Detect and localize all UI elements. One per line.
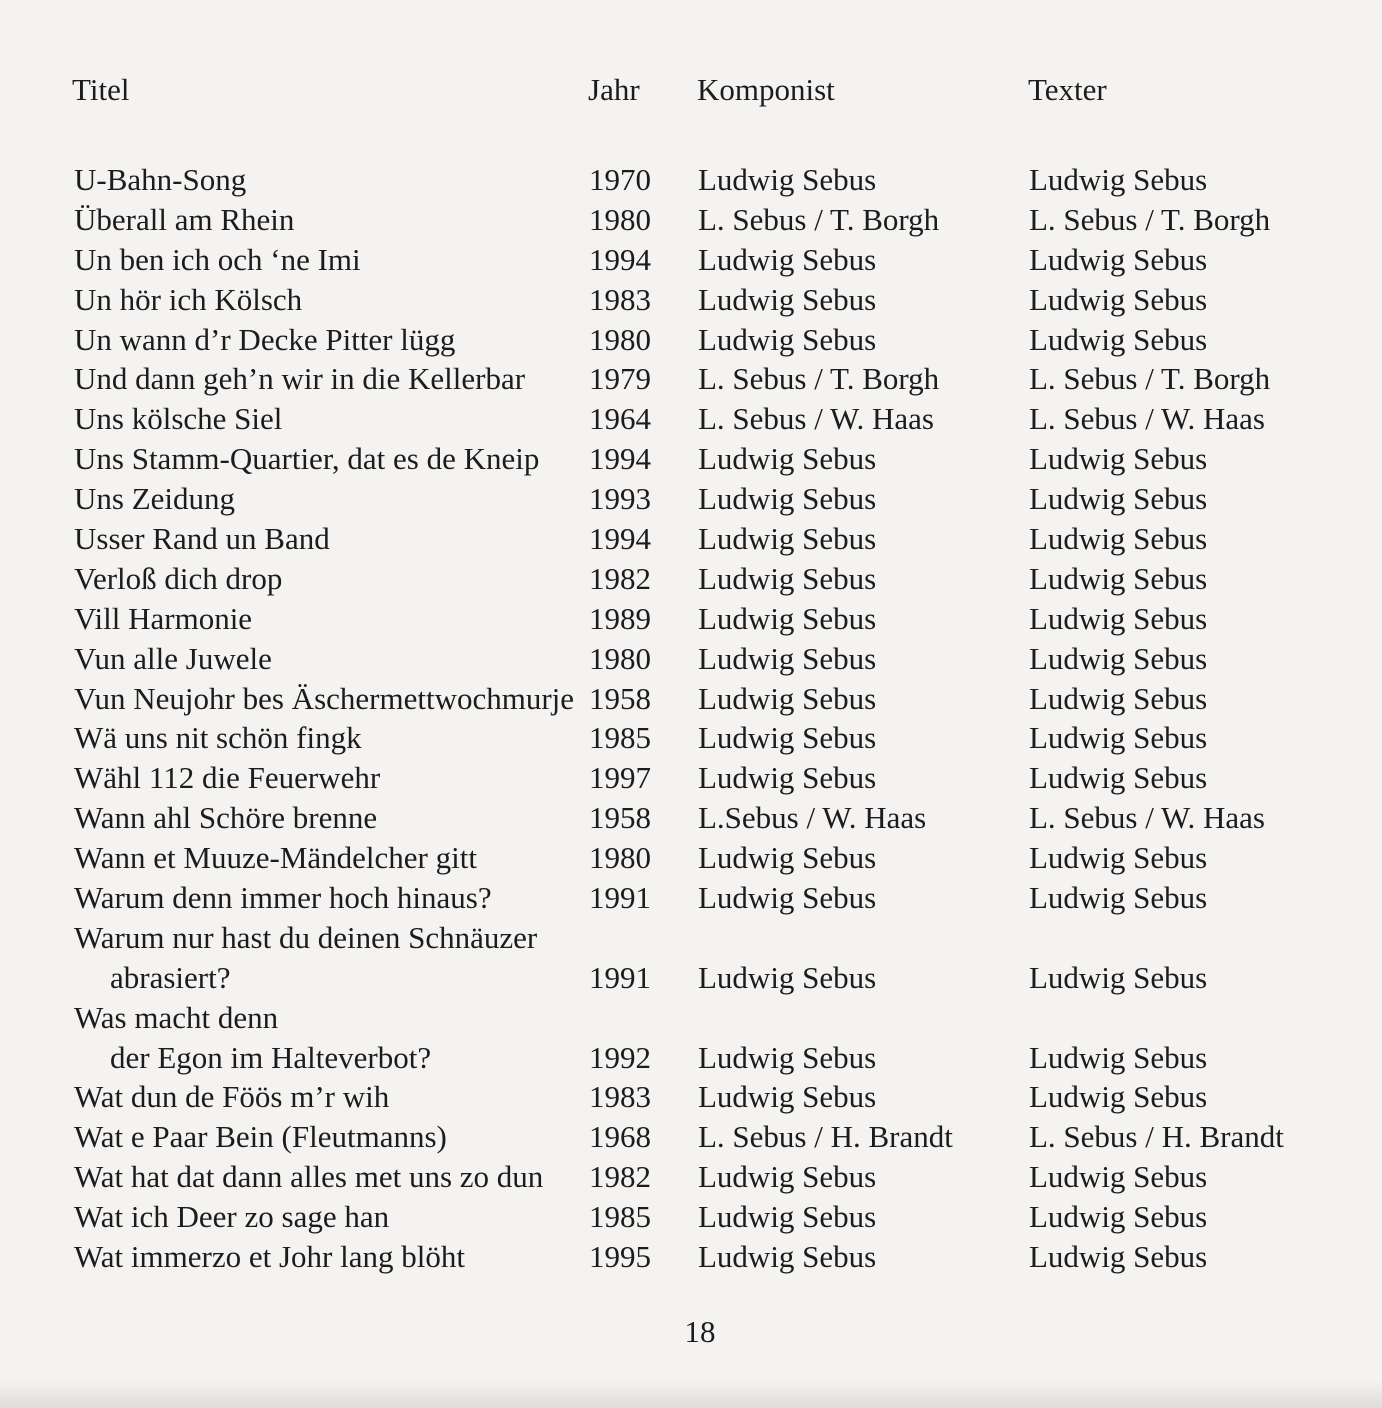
song-lyricist: Ludwig Sebus xyxy=(1029,560,1208,596)
table-row xyxy=(0,200,1382,240)
table-row xyxy=(0,718,1382,758)
song-lyricist: Ludwig Sebus xyxy=(1029,321,1208,357)
table-row xyxy=(0,599,1382,639)
page-edge-shadow xyxy=(0,1380,1382,1408)
song-year: 1980 xyxy=(589,201,651,237)
song-year: 1980 xyxy=(589,840,651,876)
song-lyricist: Ludwig Sebus xyxy=(1029,840,1208,876)
header-year: Jahr xyxy=(588,72,640,107)
song-lyricist: Ludwig Sebus xyxy=(1029,441,1208,477)
header-composer: Komponist xyxy=(697,72,835,107)
song-composer: Ludwig Sebus xyxy=(698,1039,877,1075)
song-title: Wann ahl Schöre brenne xyxy=(74,800,378,836)
song-lyricist: L. Sebus / T. Borgh xyxy=(1029,361,1271,397)
song-lyricist: Ludwig Sebus xyxy=(1029,1079,1208,1115)
song-title: Warum denn immer hoch hinaus? xyxy=(74,880,492,916)
song-year: 1997 xyxy=(589,760,651,796)
table-row xyxy=(0,1197,1382,1237)
song-lyricist: Ludwig Sebus xyxy=(1029,959,1208,995)
song-year: 1970 xyxy=(589,162,651,197)
song-title: der Egon im Halteverbot? xyxy=(110,1039,432,1075)
song-composer: L. Sebus / H. Brandt xyxy=(698,1119,953,1155)
song-title: Verloß dich drop xyxy=(74,560,283,596)
table-row xyxy=(0,1077,1382,1117)
song-composer: Ludwig Sebus xyxy=(698,1199,877,1235)
song-year: 1982 xyxy=(589,1159,651,1195)
song-composer: Ludwig Sebus xyxy=(698,760,877,796)
page-number: 18 xyxy=(684,1314,716,1349)
song-title: Wä uns nit schön fingk xyxy=(74,720,362,756)
song-title: Warum nur hast du deinen Schnäuzer xyxy=(74,919,538,955)
song-title: Uns kölsche Siel xyxy=(74,401,283,437)
table-row xyxy=(0,359,1382,399)
song-title: Vill Harmonie xyxy=(74,600,253,636)
song-lyricist: Ludwig Sebus xyxy=(1029,640,1208,676)
table-row xyxy=(0,918,1382,958)
song-lyricist: Ludwig Sebus xyxy=(1029,1159,1208,1195)
song-year: 1982 xyxy=(589,560,651,596)
header-title: Titel xyxy=(72,72,130,107)
table-row xyxy=(0,439,1382,479)
table-row xyxy=(0,639,1382,679)
song-year: 1968 xyxy=(589,1119,651,1155)
song-composer: Ludwig Sebus xyxy=(698,481,877,517)
song-composer: Ludwig Sebus xyxy=(698,1159,877,1195)
song-title: Un wann d’r Decke Pitter lügg xyxy=(74,321,456,357)
song-lyricist: Ludwig Sebus xyxy=(1029,1239,1208,1275)
table-row xyxy=(0,798,1382,838)
song-composer: Ludwig Sebus xyxy=(698,600,877,636)
song-lyricist: Ludwig Sebus xyxy=(1029,241,1208,277)
song-year: 1992 xyxy=(589,1039,651,1075)
song-lyricist: Ludwig Sebus xyxy=(1029,720,1208,756)
song-year: 1989 xyxy=(589,600,651,636)
song-year: 1991 xyxy=(589,880,651,916)
song-lyricist: Ludwig Sebus xyxy=(1029,481,1208,517)
song-composer: Ludwig Sebus xyxy=(698,521,877,557)
song-composer: Ludwig Sebus xyxy=(698,640,877,676)
table-row xyxy=(0,958,1382,998)
song-composer: Ludwig Sebus xyxy=(698,840,877,876)
song-composer: Ludwig Sebus xyxy=(698,560,877,596)
song-composer: Ludwig Sebus xyxy=(698,281,877,317)
song-title: Vun alle Juwele xyxy=(74,640,272,676)
song-title: Uns Zeidung xyxy=(74,481,236,517)
song-title: Wat immerzo et Johr lang blöht xyxy=(74,1239,465,1275)
song-lyricist: L. Sebus / T. Borgh xyxy=(1029,201,1271,237)
song-title: Wat hat dat dann alles met uns zo dun xyxy=(74,1159,544,1195)
song-year: 1964 xyxy=(589,401,651,437)
song-lyricist: Ludwig Sebus xyxy=(1029,880,1208,916)
song-year: 1983 xyxy=(589,1079,651,1115)
table-row xyxy=(0,160,1382,200)
song-composer: Ludwig Sebus xyxy=(698,241,877,277)
song-title: Wat e Paar Bein (Fleutmanns) xyxy=(74,1119,447,1155)
table-row xyxy=(0,1237,1382,1277)
song-table xyxy=(0,160,1382,1277)
song-title: abrasiert? xyxy=(110,959,231,995)
table-row xyxy=(0,758,1382,798)
song-title: Un hör ich Kölsch xyxy=(74,281,303,317)
table-row xyxy=(0,519,1382,559)
song-lyricist: L. Sebus / H. Brandt xyxy=(1029,1119,1284,1155)
song-year: 1985 xyxy=(589,1199,651,1235)
table-row xyxy=(0,998,1382,1038)
table-row xyxy=(0,399,1382,439)
song-title: Wat dun de Föös m’r wih xyxy=(74,1079,390,1115)
song-composer: Ludwig Sebus xyxy=(698,321,877,357)
song-composer: Ludwig Sebus xyxy=(698,441,877,477)
song-lyricist: L. Sebus / W. Haas xyxy=(1029,401,1265,437)
song-title: Uns Stamm-Quartier, dat es de Kneip xyxy=(74,441,540,477)
song-year: 1980 xyxy=(589,640,651,676)
song-title: Usser Rand un Band xyxy=(74,521,330,557)
song-lyricist: Ludwig Sebus xyxy=(1029,521,1208,557)
song-lyricist: Ludwig Sebus xyxy=(1029,162,1208,197)
song-composer: Ludwig Sebus xyxy=(698,959,877,995)
song-title: Un ben ich och ‘ne Imi xyxy=(74,241,361,277)
song-title: Und dann geh’n wir in die Kellerbar xyxy=(74,361,526,397)
song-title: Wähl 112 die Feuerwehr xyxy=(74,760,381,796)
header-lyricist: Texter xyxy=(1028,72,1107,107)
song-year: 1980 xyxy=(589,321,651,357)
song-year: 1994 xyxy=(589,441,651,477)
song-composer: L. Sebus / T. Borgh xyxy=(698,201,940,237)
song-lyricist: Ludwig Sebus xyxy=(1029,281,1208,317)
song-year: 1994 xyxy=(589,241,651,277)
table-row xyxy=(0,1157,1382,1197)
song-lyricist: Ludwig Sebus xyxy=(1029,1199,1208,1235)
song-year: 1995 xyxy=(589,1239,651,1275)
table-row xyxy=(0,280,1382,320)
song-title: Wat ich Deer zo sage han xyxy=(74,1199,390,1235)
song-title: Vun Neujohr bes Äschermettwochmurje xyxy=(74,680,575,716)
table-row xyxy=(0,878,1382,918)
song-year: 1993 xyxy=(589,481,651,517)
song-composer: Ludwig Sebus xyxy=(698,1239,877,1275)
song-year: 1994 xyxy=(589,521,651,557)
song-year: 1983 xyxy=(589,281,651,317)
table-row xyxy=(0,679,1382,719)
song-year: 1985 xyxy=(589,720,651,756)
song-title: Wann et Muuze-Mändelcher gitt xyxy=(74,840,477,876)
song-composer: Ludwig Sebus xyxy=(698,1079,877,1115)
song-lyricist: L. Sebus / W. Haas xyxy=(1029,800,1265,836)
table-row xyxy=(0,559,1382,599)
song-composer: L.Sebus / W. Haas xyxy=(698,800,927,836)
table-row xyxy=(0,1038,1382,1078)
song-year: 1958 xyxy=(589,800,651,836)
song-composer: Ludwig Sebus xyxy=(698,720,877,756)
table-row xyxy=(0,838,1382,878)
song-composer: Ludwig Sebus xyxy=(698,162,877,197)
song-composer: L. Sebus / T. Borgh xyxy=(698,361,940,397)
table-row xyxy=(0,1117,1382,1157)
table-row xyxy=(0,320,1382,360)
song-year: 1958 xyxy=(589,680,651,716)
table-header xyxy=(0,72,1382,112)
song-lyricist: Ludwig Sebus xyxy=(1029,760,1208,796)
song-year: 1979 xyxy=(589,361,651,397)
song-title: Was macht denn xyxy=(74,999,279,1035)
song-composer: L. Sebus / W. Haas xyxy=(698,401,934,437)
song-lyricist: Ludwig Sebus xyxy=(1029,1039,1208,1075)
song-year: 1991 xyxy=(589,959,651,995)
song-title: Überall am Rhein xyxy=(74,201,295,237)
song-composer: Ludwig Sebus xyxy=(698,680,877,716)
table-row xyxy=(0,240,1382,280)
song-lyricist: Ludwig Sebus xyxy=(1029,680,1208,716)
song-lyricist: Ludwig Sebus xyxy=(1029,600,1208,636)
table-row xyxy=(0,479,1382,519)
song-title: U-Bahn-Song xyxy=(74,162,247,197)
song-composer: Ludwig Sebus xyxy=(698,880,877,916)
